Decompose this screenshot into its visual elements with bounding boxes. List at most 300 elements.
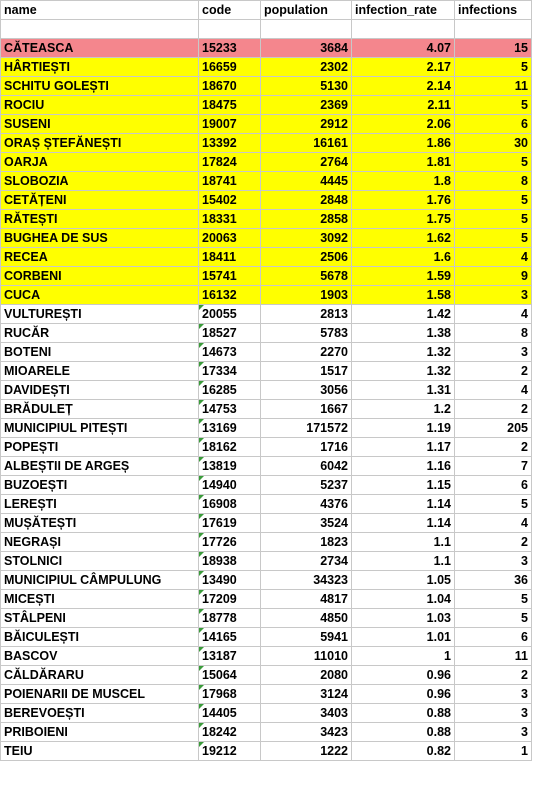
cell-name-text: MIOARELE [4, 364, 70, 378]
cell-infection-rate[interactable] [352, 609, 455, 628]
cell-code[interactable] [199, 552, 261, 571]
cell-code-text: 19212 [202, 744, 237, 758]
cell-infection-rate[interactable] [352, 666, 455, 685]
cell-population[interactable] [261, 704, 352, 723]
cell-name-text: STÂLPENI [4, 611, 66, 625]
cell-code-text: 17726 [202, 535, 237, 549]
cell-name[interactable] [1, 685, 199, 704]
cell-infections[interactable] [455, 343, 532, 362]
cell-population[interactable] [261, 229, 352, 248]
cell-infection-rate-text: 0.88 [426, 706, 451, 720]
cell-population[interactable] [261, 343, 352, 362]
cell-population[interactable] [261, 134, 352, 153]
cell-infections[interactable] [455, 476, 532, 495]
cell-infection-rate[interactable] [352, 191, 455, 210]
cell-infection-rate-text: 1.31 [426, 383, 451, 397]
cell-infections[interactable] [455, 571, 532, 590]
cell-name[interactable] [1, 704, 199, 723]
cell-population[interactable] [261, 495, 352, 514]
cell-infection-rate[interactable] [352, 647, 455, 666]
cell-name-text: RĂTEȘTI [4, 212, 58, 226]
cell-infections[interactable] [455, 267, 532, 286]
cell-infection-rate[interactable] [352, 58, 455, 77]
column-header-code[interactable]: code [199, 1, 261, 20]
cell-population[interactable] [261, 742, 352, 761]
cell-population-text: 5783 [320, 326, 348, 340]
cell-infections[interactable] [455, 172, 532, 191]
cell-name-text: ROCIU [4, 98, 45, 112]
cell-code[interactable] [199, 723, 261, 742]
cell-code[interactable] [199, 172, 261, 191]
cell-infection-rate[interactable] [352, 742, 455, 761]
error-indicator-icon [199, 685, 204, 690]
cell-code[interactable] [199, 647, 261, 666]
cell-code-text: 18331 [202, 212, 237, 226]
table-row [1, 267, 532, 286]
error-indicator-icon [199, 742, 204, 747]
table-row [1, 609, 532, 628]
cell-infections[interactable] [455, 400, 532, 419]
cell-population-text: 2912 [320, 117, 348, 131]
cell-infection-rate[interactable] [352, 723, 455, 742]
cell-infection-rate[interactable] [352, 153, 455, 172]
cell-infection-rate[interactable] [352, 438, 455, 457]
cell-code[interactable] [199, 134, 261, 153]
cell-infection-rate[interactable] [352, 248, 455, 267]
cell-code[interactable] [199, 628, 261, 647]
cell-name-text: BRĂDULEȚ [4, 402, 73, 416]
cell-infections[interactable] [455, 685, 532, 704]
cell-name[interactable] [1, 514, 199, 533]
cell-code[interactable] [199, 305, 261, 324]
cell-infection-rate[interactable] [352, 77, 455, 96]
cell-code-text: 17619 [202, 516, 237, 530]
cell-infections-text: 5 [521, 611, 528, 625]
cell-infections-text: 8 [521, 174, 528, 188]
cell-name-text: NEGRAȘI [4, 535, 61, 549]
cell-infection-rate[interactable] [352, 343, 455, 362]
cell-infections[interactable] [455, 742, 532, 761]
cell-infections[interactable] [455, 457, 532, 476]
cell-infections[interactable] [455, 495, 532, 514]
cell-infections[interactable] [455, 419, 532, 438]
cell-population[interactable] [261, 400, 352, 419]
table-row [1, 191, 532, 210]
cell-code-text: 16132 [202, 288, 237, 302]
cell-infections[interactable] [455, 381, 532, 400]
cell-code-text: 18242 [202, 725, 237, 739]
cell-population[interactable] [261, 153, 352, 172]
error-indicator-icon [199, 666, 204, 671]
cell-code[interactable] [199, 514, 261, 533]
cell-population-text: 171572 [306, 421, 348, 435]
cell-code-text: 18670 [202, 79, 237, 93]
cell-population[interactable] [261, 438, 352, 457]
cell-population-text: 5130 [320, 79, 348, 93]
cell-name-text: PRIBOIENI [4, 725, 68, 739]
cell-population[interactable] [261, 115, 352, 134]
cell-code[interactable] [199, 343, 261, 362]
cell-name[interactable] [1, 153, 199, 172]
cell-name[interactable] [1, 210, 199, 229]
cell-population-text: 2506 [320, 250, 348, 264]
cell-name-text: MUȘĂTEȘTI [4, 516, 77, 530]
cell-name-text: STOLNICI [4, 554, 63, 568]
cell-name[interactable] [1, 590, 199, 609]
cell-name[interactable] [1, 267, 199, 286]
empty-cell[interactable] [261, 20, 352, 39]
cell-infections[interactable] [455, 305, 532, 324]
cell-code[interactable] [199, 742, 261, 761]
cell-name-text: TEIU [4, 744, 33, 758]
cell-population[interactable] [261, 590, 352, 609]
cell-population-text: 2270 [320, 345, 348, 359]
cell-code[interactable] [199, 286, 261, 305]
cell-name-text: SLOBOZIA [4, 174, 69, 188]
cell-population-text: 2858 [320, 212, 348, 226]
cell-infection-rate[interactable] [352, 628, 455, 647]
cell-code[interactable] [199, 533, 261, 552]
cell-population[interactable] [261, 457, 352, 476]
cell-name[interactable] [1, 39, 199, 58]
cell-code-text: 13392 [202, 136, 237, 150]
cell-population[interactable] [261, 628, 352, 647]
cell-name[interactable] [1, 628, 199, 647]
cell-code[interactable] [199, 153, 261, 172]
cell-code[interactable] [199, 210, 261, 229]
cell-population-text: 16161 [313, 136, 348, 150]
cell-code[interactable] [199, 362, 261, 381]
cell-code[interactable] [199, 400, 261, 419]
cell-infection-rate-text: 1.76 [426, 193, 451, 207]
cell-code[interactable] [199, 590, 261, 609]
empty-cell[interactable] [455, 20, 532, 39]
cell-infection-rate-text: 1.58 [426, 288, 451, 302]
cell-infection-rate[interactable] [352, 172, 455, 191]
cell-name-text: CUCA [4, 288, 41, 302]
cell-name[interactable] [1, 286, 199, 305]
cell-name[interactable] [1, 400, 199, 419]
column-header-infection-rate[interactable]: infection_rate [352, 1, 455, 20]
cell-code[interactable] [199, 229, 261, 248]
cell-name[interactable] [1, 723, 199, 742]
error-indicator-icon [199, 343, 204, 348]
cell-code[interactable] [199, 115, 261, 134]
cell-code[interactable] [199, 77, 261, 96]
cell-name-text: POPEȘTI [4, 440, 59, 454]
cell-population-text: 3423 [320, 725, 348, 739]
cell-code[interactable] [199, 704, 261, 723]
cell-infection-rate-text: 1.17 [426, 440, 451, 454]
cell-infection-rate[interactable] [352, 457, 455, 476]
cell-population[interactable] [261, 286, 352, 305]
cell-name[interactable] [1, 324, 199, 343]
cell-name[interactable] [1, 457, 199, 476]
cell-name[interactable] [1, 191, 199, 210]
table-row [1, 495, 532, 514]
cell-infections[interactable] [455, 533, 532, 552]
cell-population[interactable] [261, 609, 352, 628]
cell-infections-text: 2 [521, 402, 528, 416]
cell-infections-text: 5 [521, 193, 528, 207]
error-indicator-icon [199, 514, 204, 519]
cell-infection-rate[interactable] [352, 419, 455, 438]
cell-name[interactable] [1, 438, 199, 457]
cell-population[interactable] [261, 571, 352, 590]
cell-code-text: 18938 [202, 554, 237, 568]
cell-infections[interactable] [455, 609, 532, 628]
cell-code-text: 17334 [202, 364, 237, 378]
cell-infections[interactable] [455, 628, 532, 647]
cell-code[interactable] [199, 267, 261, 286]
cell-infection-rate[interactable] [352, 495, 455, 514]
cell-infection-rate-text: 1.8 [433, 174, 451, 188]
cell-infection-rate[interactable] [352, 590, 455, 609]
cell-population[interactable] [261, 58, 352, 77]
cell-infection-rate[interactable] [352, 267, 455, 286]
cell-code[interactable] [199, 191, 261, 210]
cell-infections-text: 5 [521, 155, 528, 169]
cell-infections[interactable] [455, 723, 532, 742]
cell-infection-rate[interactable] [352, 685, 455, 704]
cell-infections-text: 5 [521, 592, 528, 606]
cell-code[interactable] [199, 419, 261, 438]
cell-code-text: 15402 [202, 193, 237, 207]
cell-name[interactable] [1, 552, 199, 571]
cell-infections[interactable] [455, 647, 532, 666]
cell-infection-rate[interactable] [352, 96, 455, 115]
cell-population[interactable] [261, 39, 352, 58]
cell-infection-rate-text: 1.75 [426, 212, 451, 226]
cell-name-text: ORAȘ ȘTEFĂNEȘTI [4, 136, 122, 150]
cell-population[interactable] [261, 324, 352, 343]
cell-code[interactable] [199, 495, 261, 514]
cell-infections-text: 5 [521, 98, 528, 112]
cell-name[interactable] [1, 343, 199, 362]
cell-population-text: 11010 [313, 649, 348, 663]
cell-infections[interactable] [455, 362, 532, 381]
cell-code[interactable] [199, 476, 261, 495]
cell-population[interactable] [261, 514, 352, 533]
cell-infection-rate[interactable] [352, 210, 455, 229]
cell-infection-rate[interactable] [352, 362, 455, 381]
cell-code[interactable] [199, 39, 261, 58]
cell-code[interactable] [199, 438, 261, 457]
cell-infection-rate[interactable] [352, 115, 455, 134]
cell-infections[interactable] [455, 229, 532, 248]
cell-code-text: 17968 [202, 687, 237, 701]
cell-population[interactable] [261, 533, 352, 552]
cell-name[interactable] [1, 742, 199, 761]
cell-infections-text: 205 [507, 421, 528, 435]
cell-name[interactable] [1, 77, 199, 96]
cell-population[interactable] [261, 381, 352, 400]
cell-infections[interactable] [455, 704, 532, 723]
cell-name[interactable] [1, 58, 199, 77]
cell-population-text: 2369 [320, 98, 348, 112]
cell-name-text: BUZOEȘTI [4, 478, 68, 492]
table-row [1, 685, 532, 704]
cell-code[interactable] [199, 609, 261, 628]
cell-name[interactable] [1, 229, 199, 248]
cell-infection-rate[interactable] [352, 552, 455, 571]
cell-population[interactable] [261, 685, 352, 704]
cell-infections-text: 4 [521, 516, 528, 530]
cell-infection-rate[interactable] [352, 571, 455, 590]
cell-name[interactable] [1, 666, 199, 685]
table-row [1, 457, 532, 476]
cell-name[interactable] [1, 495, 199, 514]
cell-infections-text: 3 [521, 687, 528, 701]
cell-infections[interactable] [455, 58, 532, 77]
cell-infection-rate-text: 1.32 [426, 345, 451, 359]
cell-infection-rate[interactable] [352, 533, 455, 552]
cell-infections[interactable] [455, 191, 532, 210]
cell-infection-rate[interactable] [352, 39, 455, 58]
cell-name[interactable] [1, 476, 199, 495]
cell-code[interactable] [199, 685, 261, 704]
cell-infection-rate-text: 1.42 [426, 307, 451, 321]
cell-infections[interactable] [455, 514, 532, 533]
cell-infections[interactable] [455, 286, 532, 305]
cell-population-text: 3403 [320, 706, 348, 720]
cell-population-text: 4850 [320, 611, 348, 625]
cell-infections-text: 2 [521, 440, 528, 454]
cell-name[interactable] [1, 419, 199, 438]
cell-infections[interactable] [455, 552, 532, 571]
cell-infections-text: 4 [521, 383, 528, 397]
empty-cell[interactable] [199, 20, 261, 39]
cell-infections[interactable] [455, 210, 532, 229]
cell-population-text: 2813 [320, 307, 348, 321]
cell-infection-rate[interactable] [352, 381, 455, 400]
cell-infections-text: 9 [521, 269, 528, 283]
table-row [1, 229, 532, 248]
cell-infection-rate[interactable] [352, 286, 455, 305]
cell-name[interactable] [1, 381, 199, 400]
cell-code[interactable] [199, 571, 261, 590]
cell-infections[interactable] [455, 666, 532, 685]
table-row [1, 58, 532, 77]
cell-name-text: VULTUREȘTI [4, 307, 82, 321]
cell-infection-rate-text: 1.19 [426, 421, 451, 435]
cell-infection-rate[interactable] [352, 305, 455, 324]
cell-population[interactable] [261, 419, 352, 438]
cell-name[interactable] [1, 96, 199, 115]
cell-code[interactable] [199, 96, 261, 115]
cell-code[interactable] [199, 248, 261, 267]
cell-infection-rate-text: 1.62 [426, 231, 451, 245]
cell-infections[interactable] [455, 590, 532, 609]
column-header-population[interactable]: population [261, 1, 352, 20]
cell-population-text: 5678 [320, 269, 348, 283]
cell-name[interactable] [1, 571, 199, 590]
cell-population[interactable] [261, 552, 352, 571]
cell-name[interactable] [1, 362, 199, 381]
cell-code[interactable] [199, 457, 261, 476]
cell-population[interactable] [261, 96, 352, 115]
cell-code[interactable] [199, 381, 261, 400]
empty-cell[interactable] [1, 20, 199, 39]
cell-code-text: 13169 [202, 421, 237, 435]
cell-infection-rate-text: 1 [444, 649, 451, 663]
cell-infection-rate-text: 0.96 [426, 687, 451, 701]
cell-infection-rate[interactable] [352, 704, 455, 723]
cell-name[interactable] [1, 305, 199, 324]
cell-population[interactable] [261, 77, 352, 96]
cell-code-text: 18778 [202, 611, 237, 625]
cell-infections[interactable] [455, 324, 532, 343]
cell-population[interactable] [261, 476, 352, 495]
table-row [1, 571, 532, 590]
cell-name[interactable] [1, 533, 199, 552]
cell-infection-rate[interactable] [352, 229, 455, 248]
cell-name[interactable] [1, 248, 199, 267]
cell-infection-rate-text: 1.59 [426, 269, 451, 283]
cell-name-text: CETĂȚENI [4, 193, 67, 207]
cell-code-text: 16659 [202, 60, 237, 74]
cell-name[interactable] [1, 647, 199, 666]
cell-infections[interactable] [455, 39, 532, 58]
error-indicator-icon [199, 419, 204, 424]
header-row [1, 1, 532, 20]
cell-population[interactable] [261, 305, 352, 324]
cell-population[interactable] [261, 647, 352, 666]
cell-population[interactable] [261, 267, 352, 286]
cell-infections[interactable] [455, 153, 532, 172]
cell-name[interactable] [1, 115, 199, 134]
cell-infections[interactable] [455, 134, 532, 153]
cell-code[interactable] [199, 666, 261, 685]
cell-name-text: OARJA [4, 155, 48, 169]
column-header-name[interactable]: name [1, 1, 199, 20]
cell-infections[interactable] [455, 438, 532, 457]
cell-infections[interactable] [455, 248, 532, 267]
cell-infection-rate[interactable] [352, 514, 455, 533]
cell-population[interactable] [261, 362, 352, 381]
cell-infection-rate-text: 1.86 [426, 136, 451, 150]
cell-infection-rate[interactable] [352, 324, 455, 343]
error-indicator-icon [199, 324, 204, 329]
cell-infections[interactable] [455, 77, 532, 96]
cell-infection-rate-text: 2.14 [426, 79, 451, 93]
cell-population-text: 1517 [320, 364, 348, 378]
error-indicator-icon [199, 476, 204, 481]
cell-code[interactable] [199, 324, 261, 343]
cell-population[interactable] [261, 248, 352, 267]
cell-population[interactable] [261, 172, 352, 191]
cell-infections[interactable] [455, 115, 532, 134]
cell-infections-text: 8 [521, 326, 528, 340]
empty-cell[interactable] [352, 20, 455, 39]
cell-population[interactable] [261, 723, 352, 742]
cell-infection-rate[interactable] [352, 400, 455, 419]
cell-name[interactable] [1, 609, 199, 628]
cell-infection-rate[interactable] [352, 476, 455, 495]
column-header-infections[interactable]: infections [455, 1, 532, 20]
table-row [1, 248, 532, 267]
cell-code[interactable] [199, 58, 261, 77]
cell-name[interactable] [1, 134, 199, 153]
cell-infections[interactable] [455, 96, 532, 115]
cell-population[interactable] [261, 210, 352, 229]
cell-name[interactable] [1, 172, 199, 191]
cell-population[interactable] [261, 191, 352, 210]
cell-population[interactable] [261, 666, 352, 685]
cell-infection-rate[interactable] [352, 134, 455, 153]
cell-code-text: 17824 [202, 155, 237, 169]
cell-infection-rate-text: 0.96 [426, 668, 451, 682]
